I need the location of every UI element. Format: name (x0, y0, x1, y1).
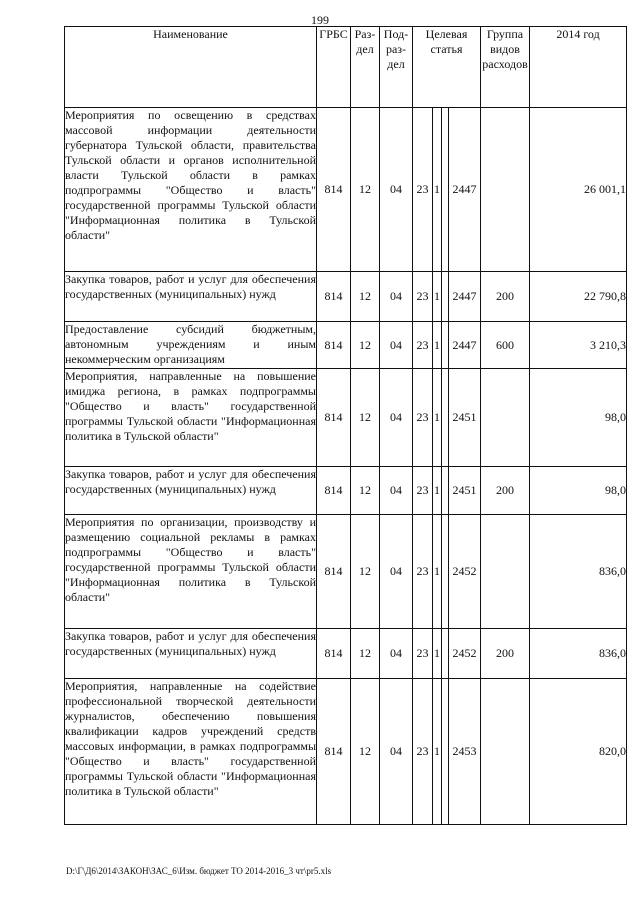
row-amount: 836,0 (530, 515, 627, 629)
row-target-blank (442, 629, 449, 679)
table-row (65, 679, 627, 825)
row-target-subprogram: 1 (433, 679, 442, 825)
row-target-subprogram: 1 (433, 322, 442, 369)
row-razdel: 12 (351, 515, 380, 629)
table-row (65, 272, 627, 322)
row-target-program: 23 (413, 369, 433, 467)
row-target-subprogram: 1 (433, 272, 442, 322)
row-target-blank (442, 322, 449, 369)
table-row (65, 108, 627, 272)
row-target-code: 2447 (449, 322, 481, 369)
row-target-blank (442, 272, 449, 322)
row-target-blank (442, 467, 449, 515)
row-razdel: 12 (351, 629, 380, 679)
header-name: Наименование (65, 27, 317, 108)
table-row (65, 629, 627, 679)
row-expense-group: 200 (481, 272, 530, 322)
row-grbs: 814 (317, 515, 351, 629)
row-amount: 26 001,1 (530, 108, 627, 272)
row-expense-group: 200 (481, 629, 530, 679)
row-expense-group (481, 515, 530, 629)
row-target-subprogram: 1 (433, 369, 442, 467)
row-target-subprogram: 1 (433, 108, 442, 272)
header-target: Целевая статья (413, 27, 481, 108)
row-podrazdel: 04 (380, 467, 413, 515)
row-expense-group: 600 (481, 322, 530, 369)
table-header-row (65, 27, 627, 108)
row-target-subprogram: 1 (433, 515, 442, 629)
row-amount: 820,0 (530, 679, 627, 825)
row-target-program: 23 (413, 322, 433, 369)
row-name: Мероприятия по организации, производству и размещению социальной рекламы в рамках подпрограммы "Общество и власть" государственной программы Тульской области "Информационная политика в Тульской области" (65, 515, 317, 629)
row-grbs: 814 (317, 467, 351, 515)
row-amount: 22 790,8 (530, 272, 627, 322)
table-row (65, 322, 627, 369)
row-name: Мероприятия по освещению в средствах массовой информации деятельности губернатора Тульской области, правительства Тульской области и органов исполнительной власти Тульской области в рамках подпрограммы "Общество и власть" государственной программы Тульской области "Информационная политика в Тульской области" (65, 108, 317, 272)
row-podrazdel: 04 (380, 629, 413, 679)
row-razdel: 12 (351, 322, 380, 369)
row-name: Мероприятия, направленные на повышение имиджа региона, в рамках подпрограммы "Общество и власть" государственной программы Тульской области "Информационная политика в Тульской области" (65, 369, 317, 467)
row-target-code: 2451 (449, 369, 481, 467)
row-podrazdel: 04 (380, 322, 413, 369)
row-target-blank (442, 515, 449, 629)
row-amount: 98,0 (530, 369, 627, 467)
row-razdel: 12 (351, 467, 380, 515)
row-podrazdel: 04 (380, 369, 413, 467)
row-name: Закупка товаров, работ и услуг для обеспечения государственных (муниципальных) нужд (65, 272, 317, 322)
table-row (65, 467, 627, 515)
row-grbs: 814 (317, 322, 351, 369)
row-expense-group (481, 108, 530, 272)
row-target-blank (442, 108, 449, 272)
row-amount: 3 210,3 (530, 322, 627, 369)
row-podrazdel: 04 (380, 108, 413, 272)
row-razdel: 12 (351, 369, 380, 467)
row-name: Закупка товаров, работ и услуг для обеспечения государственных (муниципальных) нужд (65, 629, 317, 679)
row-name: Мероприятия, направленные на содействие профессиональной творческой деятельности журналистов, обеспечению повышения квалификации кадров учреждений средств массовых информации, в рамках подпрограммы "Общество и власть" государственной программы Тульской области "Информационная политика в Тульской области" (65, 679, 317, 825)
row-target-program: 23 (413, 272, 433, 322)
row-grbs: 814 (317, 369, 351, 467)
header-grbs: ГРБС (317, 27, 351, 108)
page-number: 199 (311, 13, 329, 27)
row-target-code: 2451 (449, 467, 481, 515)
row-expense-group (481, 679, 530, 825)
header-razdel: Раз-дел (351, 27, 380, 108)
row-name: Предоставление субсидий бюджетным, автономным учреждениям и иным некоммерческим организациям (65, 322, 317, 369)
row-target-subprogram: 1 (433, 629, 442, 679)
row-grbs: 814 (317, 629, 351, 679)
row-target-program: 23 (413, 515, 433, 629)
row-expense-group (481, 369, 530, 467)
row-target-program: 23 (413, 679, 433, 825)
row-name: Закупка товаров, работ и услуг для обеспечения государственных (муниципальных) нужд (65, 467, 317, 515)
row-grbs: 814 (317, 272, 351, 322)
row-podrazdel: 04 (380, 515, 413, 629)
row-razdel: 12 (351, 272, 380, 322)
row-razdel: 12 (351, 108, 380, 272)
header-group: Группа видов расходов (481, 27, 530, 108)
row-razdel: 12 (351, 679, 380, 825)
row-target-program: 23 (413, 108, 433, 272)
row-target-subprogram: 1 (433, 467, 442, 515)
row-target-blank (442, 369, 449, 467)
row-podrazdel: 04 (380, 272, 413, 322)
table-row (65, 515, 627, 629)
row-podrazdel: 04 (380, 679, 413, 825)
budget-table (64, 26, 627, 825)
row-target-code: 2453 (449, 679, 481, 825)
row-target-code: 2452 (449, 629, 481, 679)
row-expense-group: 200 (481, 467, 530, 515)
table-row (65, 369, 627, 467)
row-target-code: 2452 (449, 515, 481, 629)
header-year: 2014 год (530, 27, 627, 108)
row-amount: 836,0 (530, 629, 627, 679)
row-target-program: 23 (413, 629, 433, 679)
header-podrazdel: Под-раз-дел (380, 27, 413, 108)
file-path-footer: D:\Г\Д6\2014\ЗАКОН\ЗАС_6\Изм. бюджет ТО 2014-2016_3 чт\pr5.xls (66, 866, 332, 876)
row-target-program: 23 (413, 467, 433, 515)
row-target-code: 2447 (449, 272, 481, 322)
row-target-blank (442, 679, 449, 825)
row-grbs: 814 (317, 108, 351, 272)
row-grbs: 814 (317, 679, 351, 825)
row-target-code: 2447 (449, 108, 481, 272)
row-amount: 98,0 (530, 467, 627, 515)
